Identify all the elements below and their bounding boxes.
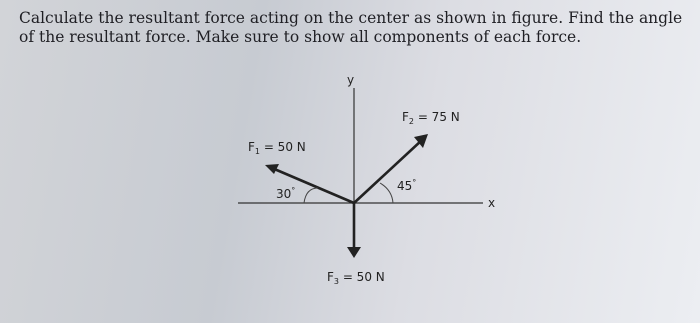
angle-arc-30 bbox=[304, 188, 318, 203]
angle-label-45: 45° bbox=[397, 178, 417, 193]
problem-statement: Calculate the resultant force acting on the center as shown in figure. Find the angle of the resultant force. Make sure to show all components of each force. bbox=[19, 9, 683, 46]
force-f3-label: $F_3 = 50$ N bbox=[327, 270, 385, 286]
angle-arc-45 bbox=[380, 183, 393, 203]
angle-label-30: 30° bbox=[276, 186, 296, 201]
y-axis-label: y bbox=[347, 73, 355, 87]
force-f1-label: $F_1 = 50$ N bbox=[248, 140, 306, 156]
x-axis-label: x bbox=[488, 196, 496, 210]
force-f3-arrowhead bbox=[347, 247, 361, 258]
force-f2-label: $F_2 = 75$ N bbox=[402, 110, 460, 126]
force-f2-arrow bbox=[354, 140, 422, 203]
